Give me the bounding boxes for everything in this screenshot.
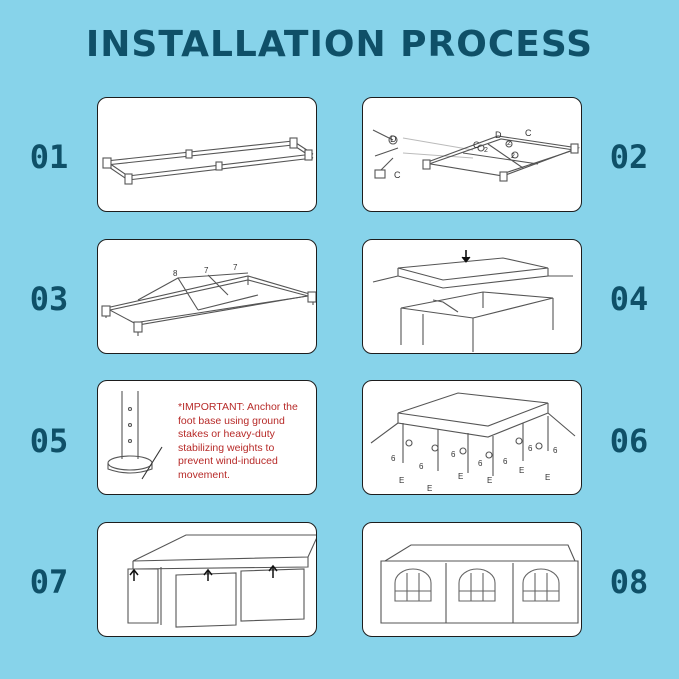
label-2: 2 (507, 140, 511, 147)
label-d: D (390, 134, 397, 144)
step-02-panel (362, 97, 582, 212)
anchor-warning-note: *IMPORTANT: Anchor the foot base using ground stakes or heavy-duty stabilizing weights to prevent wind-induced movement. (178, 401, 298, 481)
label-c: C (394, 170, 401, 180)
label-6: 6 (391, 454, 396, 463)
step-04-panel (362, 239, 582, 354)
step-03-panel (97, 239, 317, 354)
page-title: INSTALLATION PROCESS (85, 24, 594, 65)
label-e: E (487, 476, 493, 485)
label-e: E (458, 472, 464, 481)
connector-assembly-illustration (363, 98, 582, 212)
finished-tent-illustration (363, 523, 582, 637)
label-6: 6 (528, 444, 533, 453)
label-7: 7 (233, 263, 238, 272)
label-2: 2 (484, 147, 488, 154)
label-6: 6 (419, 462, 424, 471)
step-08-panel (362, 522, 582, 637)
step-05-panel (97, 380, 317, 495)
label-d: D (495, 130, 502, 140)
side-walls-illustration (98, 523, 317, 637)
label-c: C (525, 128, 532, 138)
step-number-02: 02 (609, 138, 649, 176)
label-2: 2 (511, 153, 515, 160)
step-number-07: 07 (29, 563, 69, 601)
step-06-panel (362, 380, 582, 495)
label-e: E (519, 466, 525, 475)
label-6: 6 (478, 459, 483, 468)
label-e: E (545, 473, 551, 482)
canopy-cover-illustration (363, 240, 582, 354)
label-e: E (399, 476, 405, 485)
label-c: C (473, 140, 480, 150)
step-07-panel (97, 522, 317, 637)
label-6: 6 (553, 446, 558, 455)
label-8: 8 (173, 269, 178, 278)
step-number-01: 01 (29, 138, 69, 176)
step-number-06: 06 (609, 422, 649, 460)
label-6: 6 (451, 450, 456, 459)
step-01-panel (97, 97, 317, 212)
base-frame-illustration (98, 98, 317, 212)
step-number-04: 04 (609, 280, 649, 318)
step-number-08: 08 (609, 563, 649, 601)
raise-tent-illustration (363, 381, 582, 495)
step-number-03: 03 (29, 280, 69, 318)
label-6: 6 (503, 457, 508, 466)
label-7: 7 (204, 266, 209, 275)
roof-frame-illustration (98, 240, 317, 354)
label-e: E (427, 484, 433, 493)
step-number-05: 05 (29, 422, 69, 460)
